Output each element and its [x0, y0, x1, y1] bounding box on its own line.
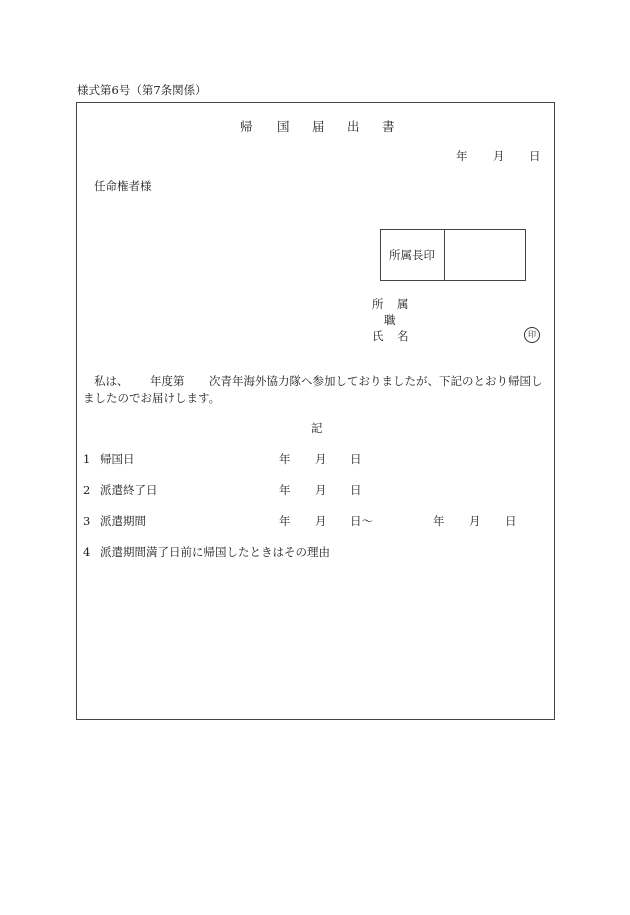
date-day: 日 [529, 149, 541, 163]
title-char: 出 [347, 119, 360, 134]
body-part2: 年度第 [150, 374, 185, 388]
body-part1: 私は、 [94, 374, 129, 388]
body-part3: 次青年海外協力隊へ参加しておりましたが、下記のとおり帰国し [209, 374, 543, 388]
name-label-b: 名 [397, 329, 409, 343]
item-number: 3 [83, 514, 91, 528]
item-end-year: 年 [433, 514, 445, 528]
item-start-year: 年 [279, 514, 291, 528]
title-char: 届 [312, 119, 325, 134]
item-year: 年 [279, 483, 291, 497]
body-line2: ましたのでお届けします。 [83, 391, 221, 405]
title-char: 国 [277, 119, 290, 134]
item-month: 月 [315, 452, 327, 466]
item-label: 派遣期間 [100, 514, 146, 528]
item-day: 日 [350, 483, 362, 497]
affiliation-label-b: 属 [397, 297, 409, 311]
item-start-day: 日〜 [350, 514, 373, 528]
stamp-divider [444, 230, 445, 280]
name-label-a: 氏 [372, 329, 384, 343]
item-number: 1 [83, 452, 91, 466]
form-id-label: 様式第6号（第7条関係） [77, 83, 207, 97]
item-end-month: 月 [469, 514, 481, 528]
item-label: 派遣期間満了日前に帰国したときはその理由 [100, 545, 330, 559]
affiliation-label-a: 所 [372, 297, 384, 311]
item-year: 年 [279, 452, 291, 466]
item-start-month: 月 [315, 514, 327, 528]
addressee: 任命権者様 [94, 179, 152, 193]
position-label: 職 [384, 313, 396, 327]
date-year: 年 [456, 149, 468, 163]
item-month: 月 [315, 483, 327, 497]
item-label: 派遣終了日 [100, 483, 158, 497]
supervisor-stamp-box [380, 229, 526, 281]
form-frame [76, 102, 555, 720]
ki-heading: 記 [311, 421, 323, 435]
seal-icon: 印 [524, 327, 540, 343]
stamp-label: 所属長印 [389, 248, 435, 262]
title-char: 帰 [240, 119, 253, 134]
item-number: 2 [83, 483, 91, 497]
item-label: 帰国日 [100, 452, 135, 466]
item-day: 日 [350, 452, 362, 466]
item-number: 4 [83, 545, 91, 559]
item-end-day: 日 [505, 514, 517, 528]
date-month: 月 [493, 149, 505, 163]
title-char: 書 [382, 119, 395, 134]
